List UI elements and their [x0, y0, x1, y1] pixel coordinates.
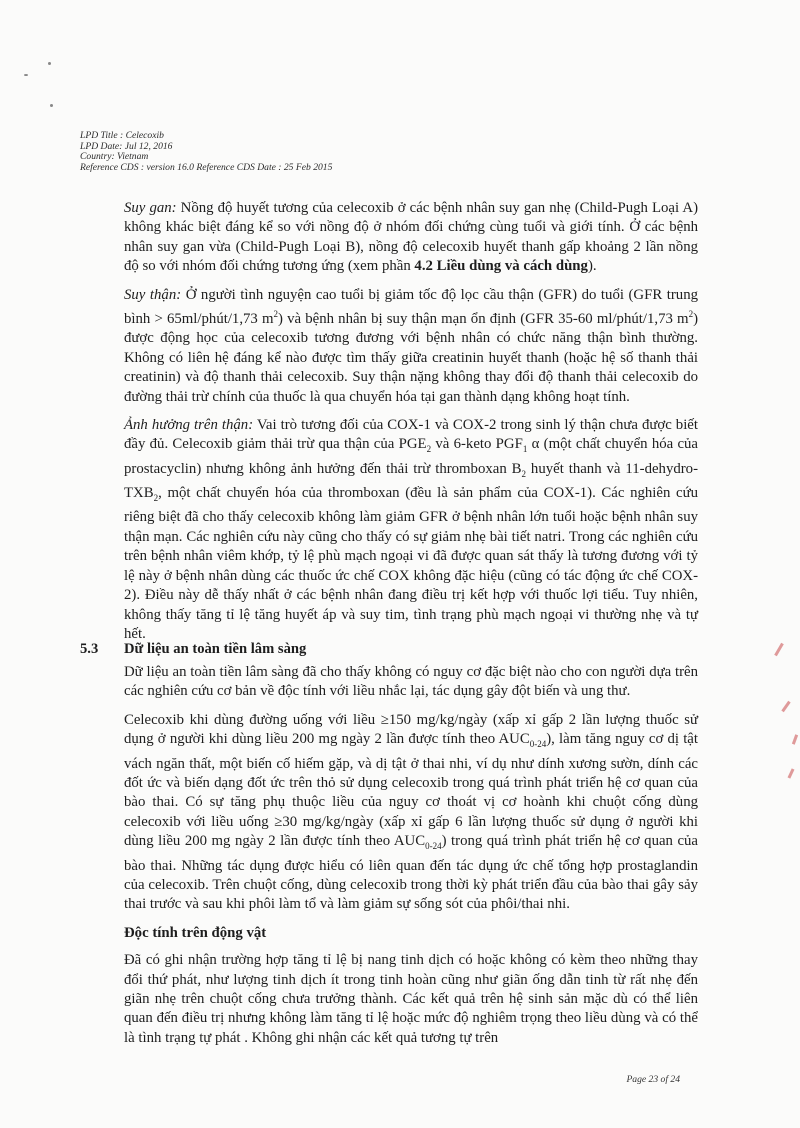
paragraph-text: huyết thanh và 11-dehydro-TXB — [124, 460, 698, 502]
paragraph-text: ). — [587, 258, 597, 275]
paragraph-text: α (một chất chuyển hóa của prostacyclin) nhưng không ảnh hưởng đến thải trừ thromboxan B — [124, 436, 698, 477]
paragraph-lead: Suy thận: — [124, 286, 182, 303]
paragraph-lead: Ảnh hưởng trên thận: — [124, 416, 254, 433]
header-date: LPD Date: Jul 12, 2016 — [80, 140, 173, 152]
superscript: 2 — [688, 309, 694, 320]
paragraph-text: ), làm tăng nguy cơ dị tật vách ngăn thất, một biến cố hiếm gặp, và dị tật ở thai nhi, ví dụ như dính xương sườn, dính các đốt ức và biến dạng đốt ức trên thỏ sử dụng celecoxib trong quá trình phát triển hệ cơ quan của bào thai. Có sự tăng phụ thuộc liều của nguy cơ thoát vị cơ hoành khi chuột cống dùng celecoxib với liều uống ≥30 mg/kg/ngày (xấp xỉ gấp 6 lần lượng thuốc sử dụng ở người khi dùng liều 200 mg ngày 2 lần được tính theo AUC — [124, 731, 698, 850]
header-country: Country: Vietnam — [80, 151, 149, 163]
document-header — [80, 131, 332, 173]
subscript: 0-24 — [425, 841, 442, 852]
subscript: 2 — [521, 468, 527, 479]
stamp-mark — [774, 643, 784, 657]
paragraph-renal-effects — [124, 416, 698, 644]
paragraph-text: Celecoxib khi dùng đường uống với liều ≥150 mg/kg/ngày (xấp xỉ gấp 2 lần lượng thuốc sử dụng ở người khi dùng liều 200 mg ngày 2 lần được tính theo AUC — [124, 711, 698, 748]
stamp-mark — [788, 768, 795, 778]
paragraph-text: , một chất chuyển hóa của thromboxan (đều là sản phẩm của COX-1). Các nghiên cứu riêng biệt đã cho thấy celecoxib không làm giảm GFR ở bệnh nhân lớn tuổi hoặc bệnh nhân suy thận mạn. Các nghiên cứu này cũng cho thấy có sự giảm nhẹ bài tiết natri. Trong các nghiên cứu trên bệnh nhân viêm khớp, tỷ lệ phù mạch ngoại vi đã được quan sát thấy là tương đương với tỷ lệ này ở bệnh nhân dùng các thuốc ức chế COX không đặc hiệu (cũng có tác động ức chế COX-2). Điều này dễ thấy nhất ở các bệnh nhân đang điều trị kết hợp với thuốc lợi tiểu. Tuy nhiên, không thấy tăng tỉ lệ tăng huyết áp và suy tim, tình trạng phù mạch ngoại vi thường nhẹ và tự hết. — [124, 485, 698, 642]
text-block-bottom — [124, 663, 698, 1048]
paragraph-preclinical: Dữ liệu an toàn tiền lâm sàng đã cho thấy không có nguy cơ đặc biệt nào cho con người dựa trên các nghiên cứu cơ bản về độc tính với liều nhắc lại, tác dụng gây đột biến và ung thư. — [124, 664, 698, 700]
scan-speck — [50, 104, 53, 107]
paragraph-renal-impairment — [124, 286, 698, 407]
subheading-animal-toxicity: Độc tính trên động vật — [124, 924, 267, 941]
paragraph-text: ) và bệnh nhân bị suy thận mạn ổn định (GFR 35-60 ml/phút/1,73 m — [278, 310, 689, 327]
stamp-mark — [792, 734, 798, 744]
page-number: Page 23 of 24 — [626, 1074, 680, 1085]
header-title: LPD Title : Celecoxib — [80, 130, 164, 141]
paragraph-text: ) được động học của celecoxib tương đương với bệnh nhân có chức năng thận bình thường. Không có liên hệ đáng kể nào được tìm thấy giữa creatinin huyết thanh (hoặc hệ số thanh thải creatinin) và độ thanh thải celecoxib. Suy thận nặng không thay đổi độ thanh thải celecoxib do đường thải trừ chính của thuốc là qua chuyển hóa tại gan thành dạng không hoạt tính. — [124, 310, 698, 405]
paragraph-liver-impairment — [124, 199, 698, 277]
superscript: 2 — [273, 309, 279, 320]
paragraph-lead: Suy gan: — [124, 200, 177, 216]
paragraph-text: ) trong quá trình phát triển hệ cơ quan của bào thai. Những tác dụng được hiểu có liên quan đến tác dụng ức chế tổng hợp prostaglandin của celecoxib. Trên chuột cống, dùng celecoxib trong thời kỳ phát triển đầu của bào thai gây sảy thai trước và sau khi phôi làm tổ và làm giảm sự sống sót của phôi/thai nhi. — [124, 833, 698, 913]
cross-reference: 4.2 Liều dùng và cách dùng — [414, 258, 588, 275]
stamp-mark — [781, 701, 790, 713]
paragraph-text: Vai trò tương đối của COX-1 và COX-2 trong sinh lý thận chưa được biết đầy đủ. Celecoxib giảm thải trừ qua thận của PGE — [124, 416, 698, 453]
section-number: 5.3 — [80, 641, 99, 657]
scan-speck — [24, 74, 28, 76]
paragraph-dose-effects — [124, 711, 698, 915]
paragraph-text: Ở người tình nguyện cao tuổi bị giảm tốc độ lọc cầu thận (GFR) do tuổi (GFR trung bình > 65ml/phút/1,73 m — [124, 286, 698, 327]
subscript: 1 — [522, 444, 528, 455]
paragraph-animal-toxicity: Đã có ghi nhận trường hợp tăng tỉ lệ bị nang tinh dịch có hoặc không có kèm theo những thay đổi thứ phát, như lượng tinh dịch ít trong tinh hoàn cũng như giãn ống dẫn tinh từ rất nhẹ đến giãn nhẹ trên chuột cống chưa trưởng thành. Các kết quả trên hệ sinh sản mặc dù có thể liên quan đến điều trị nhưng không làm tăng tỉ lệ hoặc mức độ nghiêm trọng theo liều dùng và có thể là tình trạng tự phát . Không ghi nhận các kết quả tương tự trên — [124, 952, 698, 1046]
subscript: 0-24 — [529, 739, 547, 750]
paragraph-text: và 6-keto PGF — [431, 436, 523, 453]
subscript: 2 — [153, 493, 159, 504]
scan-speck — [48, 62, 51, 65]
header-reference: Reference CDS : version 16.0 Reference CDS Date : 25 Feb 2015 — [80, 161, 333, 173]
paragraph-text: Nồng độ huyết tương của celecoxib ở các bệnh nhân suy gan nhẹ (Child-Pugh Loại A) không khác biệt đáng kể so với nồng độ ở nhóm đối chứng cùng tuổi và giới tính. Ở các bệnh nhân suy gan vừa (Child-Pugh Loại B), nồng độ celecoxib huyết thanh gấp khoảng 2 lần nồng độ so với nhóm đối chứng tương ứng (xem phần — [124, 200, 699, 275]
subscript: 2 — [426, 444, 432, 455]
section-title: Dữ liệu an toàn tiền lâm sàng — [124, 641, 307, 657]
text-block-top — [124, 199, 698, 644]
